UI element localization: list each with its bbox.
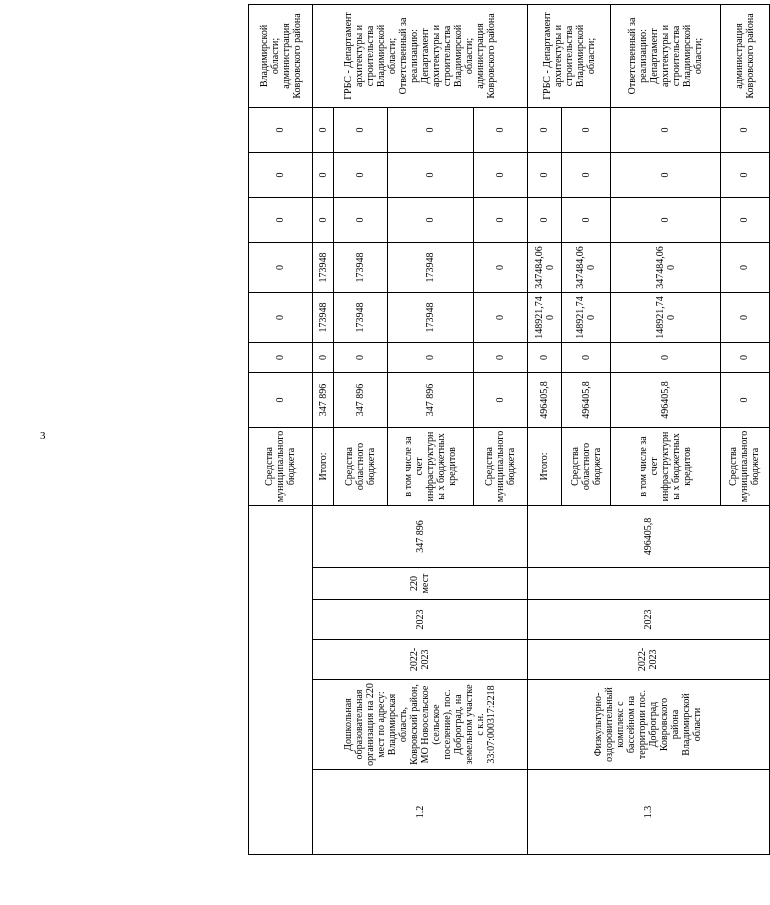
table-row (313, 4, 334, 854)
value-cell: 0 (474, 342, 528, 372)
value-cell: 0 (720, 197, 769, 242)
value-cell: 0 (611, 152, 720, 197)
value-cell: 496405,8 (527, 372, 561, 427)
funding-source: Итого: (527, 427, 561, 505)
responsible-cell: ГРБС - Департамент архитектуры и строительства Владимирской области; (527, 4, 610, 107)
value-cell: 0 (313, 107, 334, 152)
value-cell: 0 (720, 242, 769, 292)
funding-source: Итого: (313, 427, 334, 505)
value-cell: 347484,06 0 (611, 242, 720, 292)
value-cell: 0 (720, 372, 769, 427)
value-cell: 173948 (313, 242, 334, 292)
value-cell: 0 (334, 342, 388, 372)
value-cell: 0 (611, 342, 720, 372)
value-cell: 173948 (334, 292, 388, 342)
item-years: 2022-2023 (527, 640, 769, 680)
value-cell: 0 (387, 342, 473, 372)
value-cell: 0 (562, 197, 611, 242)
header-resp: Владимирской области; администрация Ковровского района (249, 4, 313, 107)
header-v1: 0 (249, 372, 313, 427)
header-src: Средства муниципального бюджета (249, 427, 313, 505)
value-cell: 148921,74 0 (562, 292, 611, 342)
value-cell: 0 (474, 107, 528, 152)
value-cell: 0 (474, 242, 528, 292)
value-cell: 0 (720, 107, 769, 152)
header-v5: 0 (249, 197, 313, 242)
value-cell: 347484,06 0 (527, 242, 561, 292)
header-row (249, 4, 313, 854)
value-cell: 0 (720, 152, 769, 197)
header-v2: 0 (249, 342, 313, 372)
value-cell: 173948 (387, 242, 473, 292)
value-cell: 347 896 (313, 372, 334, 427)
responsible-cell: ГРБС - Департамент архитектуры и строительства Владимирской области; Ответственный за реализацию: Департамент архитектуры и строительства Владимирской области; администрация Ковровского района (313, 4, 528, 107)
header-v4: 0 (249, 242, 313, 292)
value-cell: 496405,8 (611, 372, 720, 427)
value-cell: 0 (334, 197, 388, 242)
value-cell: 0 (313, 342, 334, 372)
item-total: 496405,8 (527, 505, 769, 567)
header-v7: 0 (249, 107, 313, 152)
item-number: 1.3 (527, 770, 769, 855)
item-total: 347 896 (313, 505, 528, 567)
value-cell: 173948 (334, 242, 388, 292)
funding-source: Средства областного бюджета (334, 427, 388, 505)
header-v3: 0 (249, 292, 313, 342)
item-years: 2022-2023 (313, 640, 528, 680)
rotated-page-container (0, 12, 762, 819)
value-cell: 496405,8 (562, 372, 611, 427)
value-cell: 148921,74 0 (611, 292, 720, 342)
item-capacity (527, 568, 769, 600)
value-cell: 0 (527, 107, 561, 152)
value-cell: 0 (313, 197, 334, 242)
value-cell: 347 896 (387, 372, 473, 427)
value-cell: 0 (387, 197, 473, 242)
value-cell: 347484,06 0 (562, 242, 611, 292)
funding-source: Средства областного бюджета (562, 427, 611, 505)
value-cell: 0 (474, 372, 528, 427)
page-number: 3 (40, 430, 46, 442)
value-cell: 347 896 (334, 372, 388, 427)
value-cell: 0 (720, 292, 769, 342)
item-number: 1.2 (313, 770, 528, 855)
item-year-end: 2023 (527, 600, 769, 640)
funding-source: в том числе за счет инфраструктурны х бюджетных кредитов (387, 427, 473, 505)
value-cell: 0 (562, 342, 611, 372)
value-cell: 0 (334, 152, 388, 197)
value-cell: 0 (562, 107, 611, 152)
value-cell: 0 (527, 152, 561, 197)
responsible-cell: администрация Ковровского района (720, 4, 769, 107)
value-cell: 0 (720, 342, 769, 372)
responsible-cell: Ответственный за реализацию: Департамент архитектуры и строительства Владимирской области; (611, 4, 720, 107)
value-cell: 0 (527, 197, 561, 242)
value-cell: 0 (474, 152, 528, 197)
value-cell: 0 (562, 152, 611, 197)
value-cell: 173948 (387, 292, 473, 342)
value-cell: 173948 (313, 292, 334, 342)
funding-source: Средства муниципального бюджета (474, 427, 528, 505)
value-cell: 148921,74 0 (527, 292, 561, 342)
budget-table (248, 4, 770, 855)
value-cell: 0 (527, 342, 561, 372)
header-v6: 0 (249, 152, 313, 197)
value-cell: 0 (611, 107, 720, 152)
item-name: Физкультурно-оздоровительный комплекс с бассейном на территории пос. Доброград Ковровского района Владимирской области (527, 680, 769, 770)
value-cell: 0 (334, 107, 388, 152)
funding-source: в том числе за счет инфраструктурны х бюджетных кредитов (611, 427, 720, 505)
funding-source: Средства муниципального бюджета (720, 427, 769, 505)
value-cell: 0 (313, 152, 334, 197)
header-blank (249, 505, 313, 854)
item-capacity: 220 мест (313, 568, 528, 600)
rotated-table-wrapper (248, 12, 770, 855)
value-cell: 0 (474, 197, 528, 242)
table-row (527, 4, 561, 854)
value-cell: 0 (611, 197, 720, 242)
value-cell: 0 (474, 292, 528, 342)
value-cell: 0 (387, 152, 473, 197)
value-cell: 0 (387, 107, 473, 152)
item-year-end: 2023 (313, 600, 528, 640)
item-name: Дошкольная образовательная организация на 220 мест по адресу: Владимирская область, Ковровский район, МО Новосельское (сельское поселение), пос. Доброград, на земельном участке с к.н. 33:07:000317:2218 (313, 680, 528, 770)
